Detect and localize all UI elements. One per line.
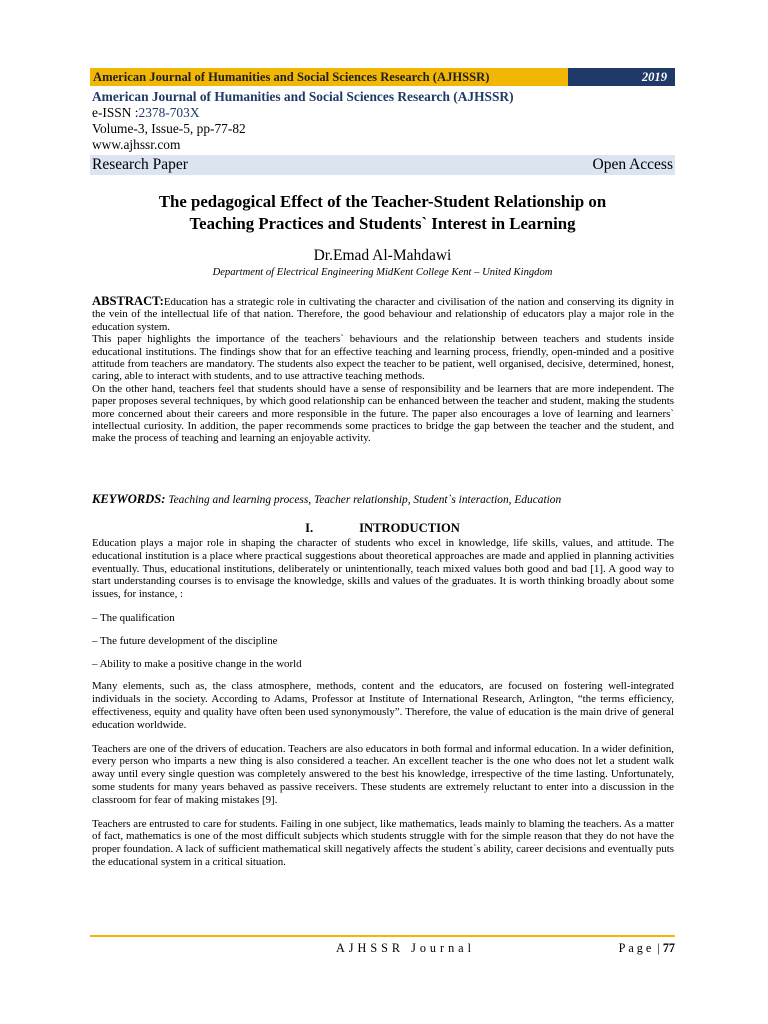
paper-title [90, 191, 675, 235]
body-text [92, 537, 674, 880]
footer-page-label: Page [618, 941, 655, 955]
abstract [92, 295, 674, 445]
body-paragraph-1: Education plays a major role in shaping the character of students who excel in knowledge, life skills, values, and attitude. The educational institution is a place where practical suggestions about theoretical approaches are made and applied in planning activities eventually. Thus, educational institutions, deliberately or unintentionally, teach mixed values both good and bad [1]. A good way to start understanding courses is to envisage the knowledge, skills and values of the graduates. It is worth thinking broadly about some issues, for instance, : [92, 537, 674, 601]
abstract-paragraph-2: This paper highlights the importance of the teachers` behaviours and the relationship between teachers and students inside educational institutions. The findings show that for an effective teaching and learning process, friendly, open-minded and a positive attitude from teachers are mandatory. The students also expect the teacher to be patient, well organised, decisive, determined, honest, caring, able to interact with students, and to use attractive teaching methods. [92, 333, 674, 383]
issn-label: e-ISSN : [92, 105, 139, 120]
research-paper-label: Research Paper [92, 156, 188, 173]
abstract-paragraph-1 [92, 295, 674, 333]
website-line: www.ajhssr.com [92, 137, 181, 152]
list-item: – The future development of the discipline [92, 634, 278, 647]
keywords-label: KEYWORDS: [92, 492, 166, 506]
footer-page-number [619, 940, 675, 956]
list-item: – The qualification [92, 611, 175, 624]
footer-divider [90, 935, 675, 937]
page-footer [90, 940, 675, 956]
banner-journal-name: American Journal of Humanities and Social Sciences Research (AJHSSR) [90, 68, 568, 86]
body-paragraph-2: Many elements, such as, the class atmosphere, methods, content and the educators, are focused on fostering well-integrated individuals in the society. According to Adams, Professor at Institute of International Research, Arlington, “the terms efficiency, effectiveness, equity and quality have often been used synonymously”. Therefore, the value of education is the main drive of general education worldwide. [92, 680, 674, 731]
title-line-2: Teaching Practices and Students` Interest in Learning [189, 214, 576, 233]
issn-value: 2378-703X [138, 105, 200, 120]
author-affiliation: Department of Electrical Engineering MidKent College Kent – United Kingdom [212, 267, 553, 278]
abstract-label: ABSTRACT: [92, 294, 164, 308]
footer-page-value: 77 [662, 941, 675, 955]
section-number: I. [305, 521, 314, 535]
body-paragraph-3: Teachers are one of the drivers of education. Teachers are also educators in both formal and informal education. In a wider definition, every person who imparts a new thing is also considered a teacher. An excellent teacher is the one who does not let a student walk away until every single question was completely answered to the best his knowledge, irrespective of the time lasting. Unfortunately, some students for many years behaved as passive receivers. These students are extremely reluctant to enter into a discussion in the classroom for fear of making mistakes [9]. [92, 742, 674, 806]
banner-year: 2019 [568, 68, 675, 86]
section-title: INTRODUCTION [359, 521, 460, 535]
keywords [92, 492, 674, 507]
abstract-text-1: Education has a strategic role in cultivating the character and civilisation of the nation and conserving its dignity in the vein of the intellectual life of that nation. Therefore, the good behaviour and relationship of educators play a major role in the education system. [92, 296, 674, 333]
abstract-paragraph-3: On the other hand, teachers feel that students should have a sense of responsibility and be learners that are more independent. The paper proposes several techniques, by which good relationship can be enhanced between the teacher and student, making the students more concerned about their careers and more responsible in the future. The paper also encourages a love of learning and learners` intellectual curiosity. In addition, the paper recommends some practices to bridge the gap between the teacher and the student, and make the process of teaching and learning an enjoyable activity. [92, 382, 674, 445]
footer-separator: | [654, 941, 663, 955]
journal-info [92, 89, 672, 153]
journal-banner [90, 68, 675, 86]
paper-type-bar [90, 155, 675, 175]
journal-name: American Journal of Humanities and Social Sciences Research (AJHSSR) [92, 89, 514, 104]
list-item: – Ability to make a positive change in the world [92, 657, 302, 670]
keywords-text: Teaching and learning process, Teacher relationship, Student`s interaction, Education [165, 494, 562, 506]
open-access-label: Open Access [592, 156, 673, 173]
footer-journal-name: AJHSSR Journal [336, 941, 475, 955]
author-name: Dr.Emad Al-Mahdawi [313, 247, 452, 264]
section-heading [90, 520, 675, 536]
body-paragraph-4: Teachers are entrusted to care for students. Failing in one subject, like mathematics, leads mainly to blaming the teachers. As a matter of fact, mathematics is one of the most difficult subjects which students struggle with for the simple reason that they do not have the proper foundation. A lack of sufficient mathematical skill negatively affects the student`s ability, career decisions and eventually puts the educational system in a critical situation. [92, 817, 674, 868]
volume-line: Volume-3, Issue-5, pp-77-82 [92, 121, 246, 136]
title-line-1: The pedagogical Effect of the Teacher-Student Relationship on [158, 192, 607, 211]
paper-page [90, 0, 675, 1024]
issn-line [92, 105, 672, 121]
